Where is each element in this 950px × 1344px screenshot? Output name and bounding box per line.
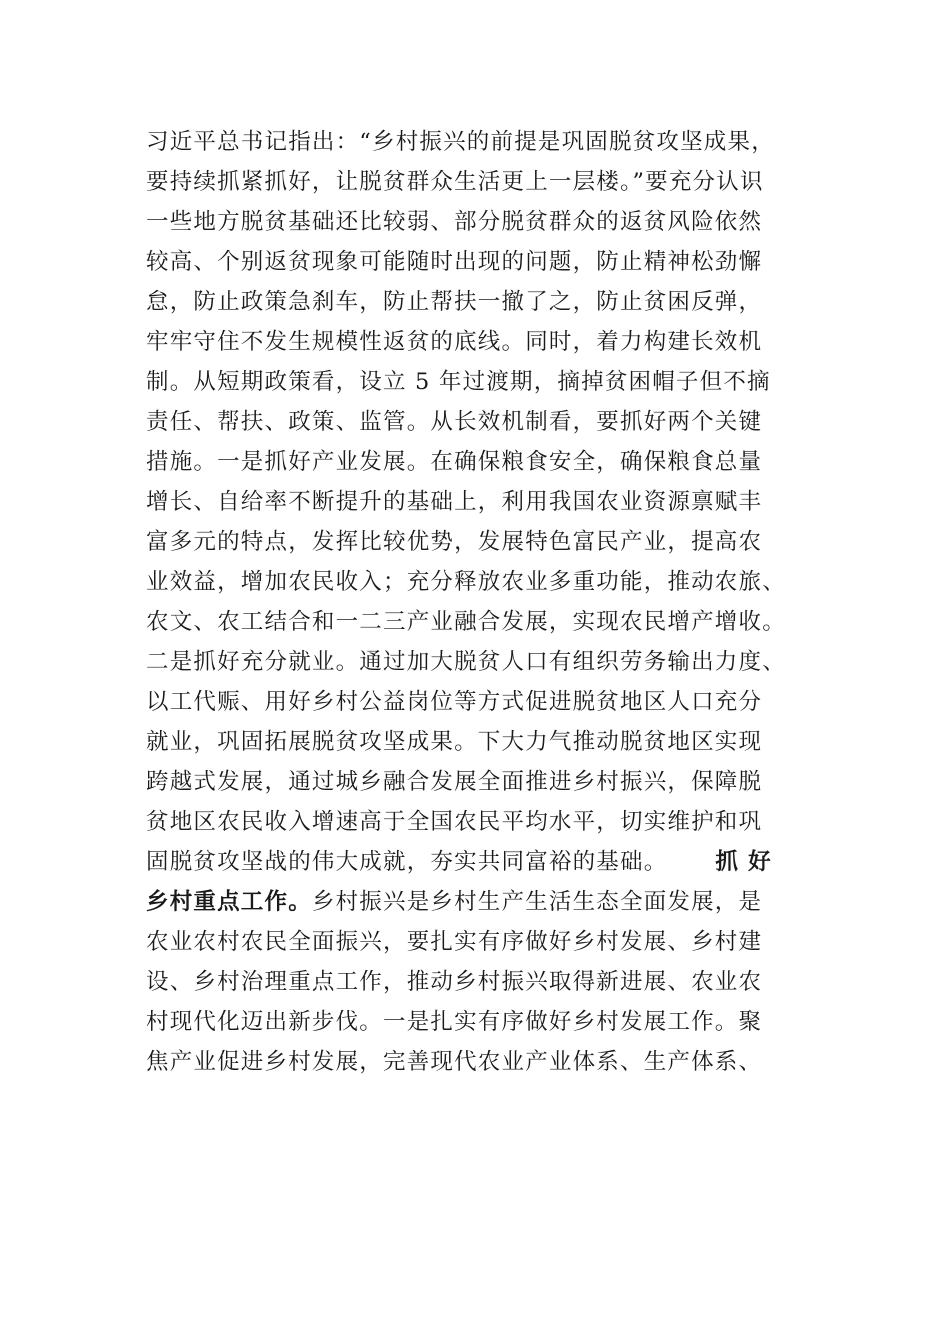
text-line: 较高、个别返贫现象可能随时出现的问题，防止精神松劲懈: [146, 249, 763, 275]
text-line: 习近平总书记指出：“乡村振兴的前提是巩固脱贫攻坚成果，: [146, 129, 775, 155]
text-line: 一些地方脱贫基础还比较弱、部分脱贫群众的返贫风险依然: [146, 209, 763, 235]
text-line: 怠，防止政策急刹车，防止帮扶一撤了之，防止贫困反弹，: [146, 289, 763, 315]
text-line: 以工代赈、用好乡村公益岗位等方式促进脱贫地区人口充分: [146, 689, 763, 715]
text-line: 制。从短期政策看，设立 5 年过渡期，摘掉贫困帽子但不摘: [146, 369, 771, 395]
line-text: 固脱贫攻坚战的伟大成就，夯实共同富裕的基础。: [146, 849, 668, 875]
text-line: 焦产业促进乡村发展，完善现代农业产业体系、生产体系、: [146, 1049, 763, 1075]
text-line: 村现代化迈出新步伐。一是扎实有序做好乡村发展工作。聚: [146, 1009, 763, 1035]
text-line: [146, 882, 846, 922]
text-line: 设、乡村治理重点工作，推动乡村振兴取得新进展、农业农: [146, 969, 763, 995]
section-heading-start: 抓 好: [715, 849, 772, 875]
text-line: 就业，巩固拓展脱贫攻坚成果。下大力气推动脱贫地区实现: [146, 729, 763, 755]
text-line: 措施。一是抓好产业发展。在确保粮食安全，确保粮食总量: [146, 449, 763, 475]
text-line: [146, 842, 846, 882]
section-heading-end: 乡村重点工作。: [146, 889, 312, 915]
text-line: 富多元的特点，发挥比较优势，发展特色富民产业，提高农: [146, 529, 763, 555]
text-line: 增长、自给率不断提升的基础上，利用我国农业资源禀赋丰: [146, 489, 763, 515]
line-text: 乡村振兴是乡村生产生活生态全面发展，是: [311, 889, 763, 915]
text-line: 农业农村农民全面振兴，要扎实有序做好乡村发展、乡村建: [146, 929, 763, 955]
body-text: [146, 122, 846, 1082]
text-line: 牢牢守住不发生规模性返贫的底线。同时，着力构建长效机: [146, 329, 763, 355]
text-line: 要持续抓紧抓好，让脱贫群众生活更上一层楼。”要充分认识: [146, 169, 764, 195]
text-line: 责任、帮扶、政策、监管。从长效机制看，要抓好两个关键: [146, 409, 763, 435]
text-line: 贫地区农民收入增速高于全国农民平均水平，切实维护和巩: [146, 809, 763, 835]
text-line: 农文、农工结合和一二三产业融合发展，实现农民增产增收。: [146, 609, 786, 635]
text-line: 跨越式发展，通过城乡融合发展全面推进乡村振兴，保障脱: [146, 769, 763, 795]
text-line: 业效益，增加农民收入；充分释放农业多重功能，推动农旅、: [146, 569, 786, 595]
text-line: 二是抓好充分就业。通过加大脱贫人口有组织劳务输出力度、: [146, 649, 786, 675]
